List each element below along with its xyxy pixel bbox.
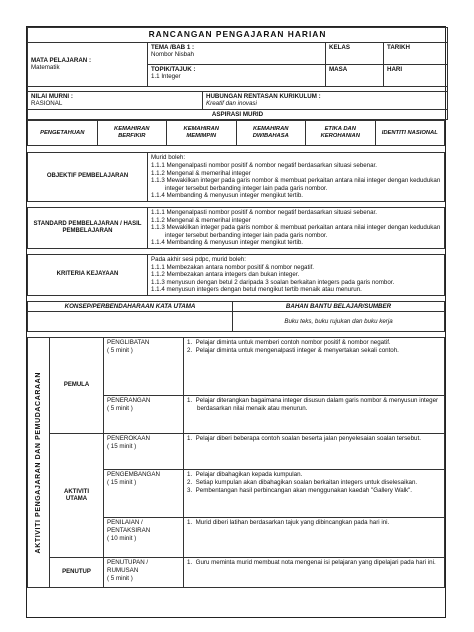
- step-time: ( 5 minit ): [107, 405, 133, 413]
- standards-table: [27, 207, 445, 249]
- criteria-item: 1.1.4 menyusun integers dengan betul mengikut tertib menaik atau menurun.: [151, 286, 362, 294]
- day-label: HARI: [384, 64, 448, 86]
- date-label: TARIKH: [384, 42, 448, 64]
- step-content: [184, 518, 445, 558]
- phase-name: AKTIVITI UTAMA: [50, 434, 104, 558]
- values-cell: [28, 91, 203, 109]
- materials-value: Buku teks, buku rujukan dan buku kerja: [233, 312, 445, 332]
- step-item: 1. Pelajar diterangkan bagaimana integer disusun dalam garis nombor & menyusun integer berdasarkan nilai menaik atau menurun.: [187, 397, 439, 413]
- criteria-table: [27, 254, 445, 296]
- step-title: PENUTUPAN / RUMUSAN: [107, 559, 149, 575]
- step-content: [184, 434, 445, 470]
- phase-name: PENUTUP: [50, 558, 104, 588]
- time-label: MASA: [326, 64, 384, 86]
- activities-vertical-cell: [28, 338, 50, 588]
- step-header: [104, 338, 184, 396]
- subject-cell: [28, 42, 148, 86]
- step-content: [184, 558, 445, 588]
- step-item: 2. Pelajar diminta untuk mengenalpasti integer & menyertakan sekali contoh.: [187, 347, 399, 355]
- concepts-heading: KONSEP/PERBENDAHARAAN KATA UTAMA: [28, 301, 233, 312]
- chapter-label: TEMA /BAB 1 :: [151, 43, 195, 51]
- activities-vertical-label: AKTIVITI PENGAJARAN DAN PEMUDACARAAN: [34, 372, 42, 554]
- step-time: ( 15 minit ): [107, 443, 137, 451]
- step-title: PENERANGAN: [107, 397, 151, 405]
- criteria-item: 1.1.3 menyusun dengan betul 2 daripada 3 soalan berkaitan integers pada garis nombor.: [151, 278, 395, 286]
- standard-item: 1.1.1 Mengenalpasti nombor positif & nombor negatif berdasarkan situasi sebenar.: [151, 208, 377, 216]
- step-content: [184, 470, 445, 518]
- step-item: 1. Murid diberi latihan berdasarkan tajuk yang dibincangkan pada hari ini.: [187, 519, 390, 527]
- step-time: ( 15 minit ): [107, 479, 137, 487]
- lesson-plan-form: [26, 26, 446, 618]
- step-header: [104, 470, 184, 518]
- aspiration-knowledge: PENGETAHUAN: [28, 121, 98, 146]
- objective-item: 1.1.3 Mewakilkan integer pada garis nombor & membuat perkaitan antara nilai integer dengan kedudukan integer tersebut berbanding integer lain pada garis nombor.: [151, 177, 441, 192]
- step-title: PENGEMBANGAN: [107, 471, 160, 479]
- step-time: ( 5 minit ): [107, 347, 133, 355]
- step-item: 2. Setiap kumpulan akan dibahagikan soalan berkaitan integers untuk diselesaikan.: [187, 479, 418, 487]
- step-item: 3. Pembentangan hasil perbincangan akan menggunakan kaedah "Gallery Walk".: [187, 486, 413, 494]
- step-header: [104, 518, 184, 558]
- concepts-table: [27, 301, 445, 333]
- aspiration-identity: IDENTITI NASIONAL: [375, 121, 445, 146]
- activities-table: [27, 337, 445, 588]
- step-item: 1. Guru meminta murid membuat nota mengenai isi pelajaran yang dipelajari pada hari ini.: [187, 559, 436, 567]
- standard-item: 1.1.2 Mengenal & memerihal integer: [151, 216, 251, 224]
- step-item: 1. Pelajar diberi beberapa contoh soalan beserta jalan penyelesaian soalan tersebut.: [187, 435, 421, 443]
- topic-label: TOPIK/TAJUK :: [151, 65, 196, 73]
- curriculum-value: Kreatif dan inovasi: [206, 100, 257, 108]
- topic-value: 1.1 Integer: [151, 73, 181, 81]
- step-title: PENEROKAAN: [107, 435, 150, 443]
- objective-item: 1.1.4 Membanding & menyusun integer mengikut tertib.: [151, 192, 304, 200]
- curriculum-label: HUBUNGAN RENTASAN KURIKULUM :: [206, 92, 321, 100]
- step-title: PENILAIAN / PENTAKSIRAN: [107, 519, 151, 535]
- values-value: RASIONAL: [31, 100, 63, 108]
- criteria-item: 1.1.1 Membezakan antara nombor positif & nombor negatif.: [151, 263, 315, 271]
- aspiration-thinking: KEMAHIRAN BERFIKIR: [97, 121, 167, 146]
- aspirations-table: [27, 120, 445, 146]
- step-item: 1. Pelajar diminta untuk memberi contoh nombor positif & nombor negatif.: [187, 339, 391, 347]
- standards-content: [148, 207, 445, 248]
- aspirations-heading: ASPIRASI MURID: [28, 109, 448, 120]
- curriculum-cell: [203, 91, 448, 109]
- standard-item: 1.1.3 Mewakilkan integer pada garis nombor & membuat perkaitan antara nilai integer dengan kedudukan integer tersebut berbanding integer lain pada garis nombor.: [151, 224, 441, 239]
- values-label: NILAI MURNI :: [31, 92, 73, 100]
- materials-heading: BAHAN BANTU BELAJAR/SUMBER: [233, 301, 445, 312]
- step-header: [104, 396, 184, 434]
- step-header: [104, 434, 184, 470]
- subject-label: MATA PELAJARAN :: [31, 56, 92, 64]
- standards-label: STANDARD PEMBELAJARAN / HASIL PEMBELAJARAN: [28, 207, 148, 248]
- objectives-label: OBJEKTIF PEMBELAJARAN: [28, 153, 148, 202]
- chapter-value: Nombor Nisbah: [151, 51, 194, 59]
- topic-cell: [148, 64, 326, 86]
- objective-item: 1.1.2 Mengenal & memerihal integer: [151, 169, 251, 177]
- step-content: [184, 338, 445, 396]
- class-label: KELAS: [326, 42, 384, 64]
- chapter-cell: [148, 42, 326, 64]
- criteria-item: 1.1.2 Membezakan antara integers dan bukan integer.: [151, 271, 300, 279]
- objectives-content: [148, 153, 445, 202]
- criteria-label: KRITERIA KEJAYAAN: [28, 254, 148, 295]
- aspiration-bilingual: KEMAHIRAN DWIBAHASA: [236, 121, 306, 146]
- aspiration-ethics: ETIKA DAN KEROHANIAN: [306, 121, 376, 146]
- step-item: 1. Pelajar dibahagikan kepada kumpulan.: [187, 471, 303, 479]
- objectives-intro: Murid boleh:: [151, 154, 186, 162]
- criteria-intro: Pada akhir sesi pdpc, murid boleh:: [151, 255, 246, 263]
- header-table: [27, 27, 448, 120]
- document-title: RANCANGAN PENGAJARAN HARIAN: [28, 28, 448, 43]
- aspiration-leadership: KEMAHIRAN MEMIMPIN: [167, 121, 237, 146]
- step-content: [184, 396, 445, 434]
- objective-item: 1.1.1 Mengenalpasti nombor positif & nombor negatif berdasarkan situasi sebenar.: [151, 161, 377, 169]
- concepts-value: [28, 312, 233, 332]
- criteria-content: [148, 254, 445, 295]
- step-time: ( 10 minit ): [107, 534, 137, 542]
- phase-name: PEMULA: [50, 338, 104, 434]
- standard-item: 1.1.4 Membanding & menyusun integer mengikut tertib.: [151, 239, 304, 247]
- objectives-table: [27, 152, 445, 202]
- step-time: ( 5 minit ): [107, 574, 133, 582]
- step-header: [104, 558, 184, 588]
- step-title: PENGLIBATAN: [107, 339, 150, 347]
- subject-value: Matematik: [31, 64, 60, 72]
